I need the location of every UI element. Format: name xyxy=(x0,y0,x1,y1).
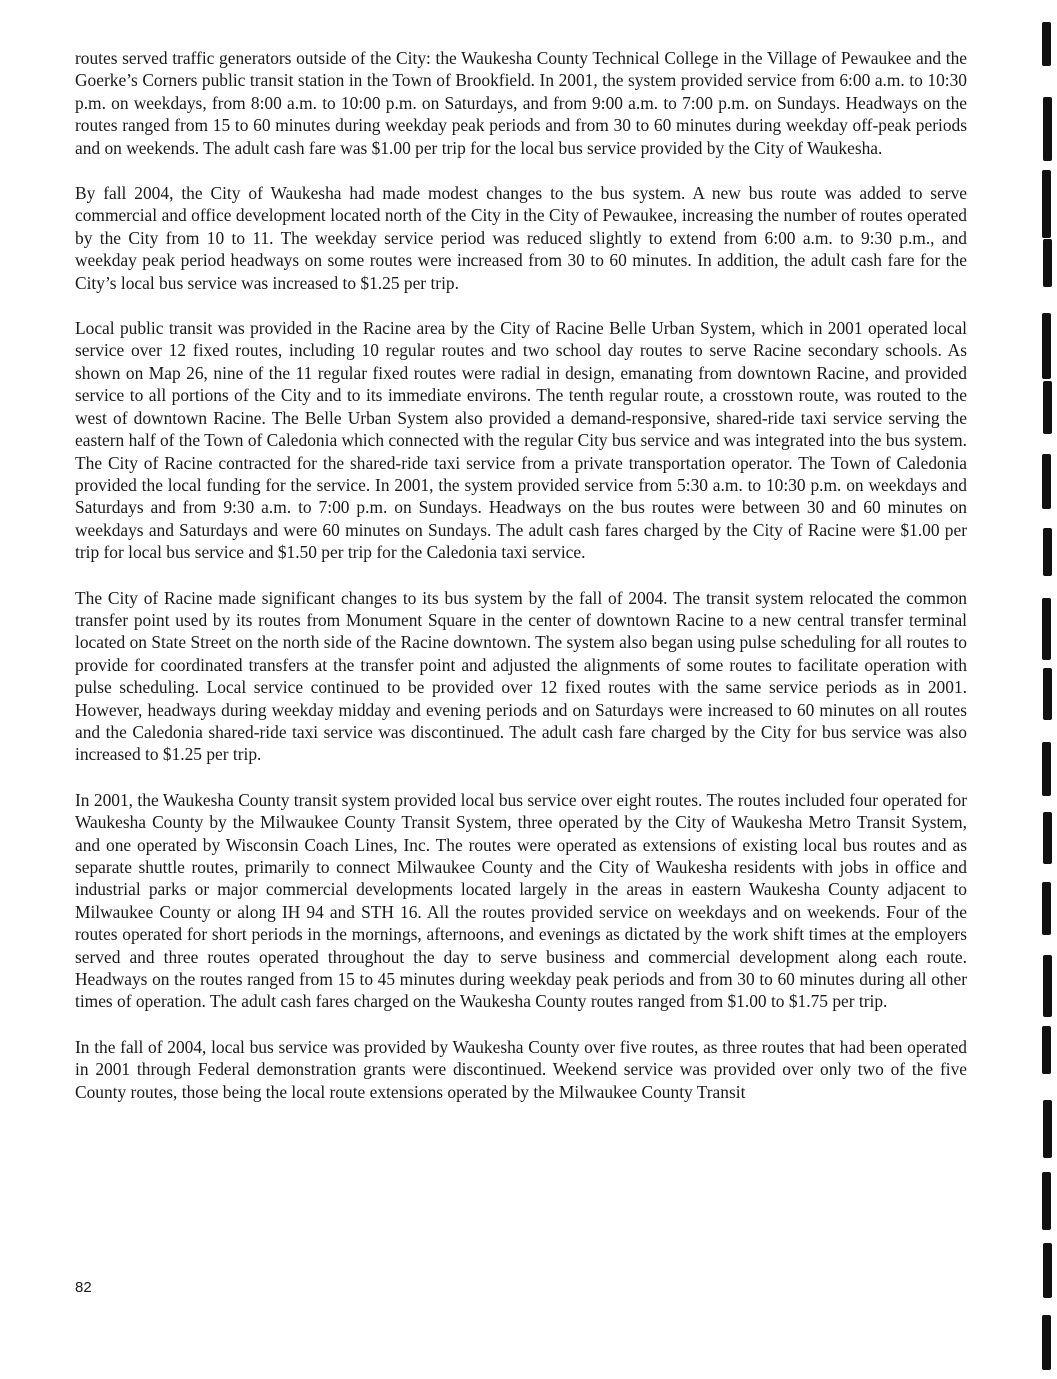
scan-edge-mark xyxy=(1043,381,1052,434)
scan-edge-marks xyxy=(1038,0,1057,1379)
scan-edge-mark xyxy=(1043,955,1052,1017)
scan-edge-mark xyxy=(1042,882,1051,935)
scan-edge-mark xyxy=(1043,1100,1052,1158)
scan-edge-mark xyxy=(1042,313,1051,379)
body-text xyxy=(75,47,967,1126)
scan-edge-mark xyxy=(1043,812,1052,864)
scan-edge-mark xyxy=(1043,528,1052,576)
scan-edge-mark xyxy=(1042,742,1051,796)
paragraph-racine-2004: The City of Racine made significant changes to its bus system by the fall of 2004. The transit system relocated the common transfer point used by its routes from Monument Square in the center of downtown Racine to a new central transfer terminal located on State Street on the north side of the Racine downtown. The system also began using pulse scheduling for all routes to provide for coordinated transfers at the transfer point and adjusted the alignments of some routes to facilitate operation with pulse scheduling. Local service continued to be provided over 12 fixed routes with the same service periods as in 2001. However, headways during weekday midday and evening periods and on Saturdays were increased to 60 minutes on all routes and the Caledonia shared-ride taxi service was discontinued. The adult cash fare charged by the City for bus service was also increased to $1.25 per trip. xyxy=(75,587,967,765)
scan-edge-mark xyxy=(1043,668,1052,720)
scan-edge-mark xyxy=(1042,1026,1051,1074)
scan-edge-mark xyxy=(1043,239,1052,287)
paragraph-waukesha-county-2004: In the fall of 2004, local bus service was provided by Waukesha County over five routes, as three routes that had been operated in 2001 through Federal demonstration grants were discontinued. Weekend service was provided over only two of the five County routes, those being the local route extensions operated by the Milwaukee County Transit xyxy=(75,1036,967,1102)
scan-edge-mark xyxy=(1043,97,1052,161)
scan-edge-mark xyxy=(1042,1172,1051,1230)
scan-edge-mark xyxy=(1042,454,1051,509)
paragraph-waukesha-county-2001: In 2001, the Waukesha County transit system provided local bus service over eight routes. The routes included four operated for Waukesha County by the Milwaukee County Transit System, three operated by the City of Waukesha Metro Transit System, and one operated by Wisconsin Coach Lines, Inc. The routes were operated as extensions of existing local bus routes and as separate shuttle routes, primarily to connect Milwaukee County and the City of Waukesha residents with jobs in office and industrial parks or major commercial developments located largely in the areas in eastern Waukesha County adjacent to Milwaukee County or along IH 94 and STH 16. All the routes provided service on weekdays and on weekends. Four of the routes operated for short periods in the mornings, afternoons, and evenings as dictated by the work shift times at the employers served and three routes operated throughout the day to serve business and commercial development along each route. Headways on the routes ranged from 15 to 45 minutes during weekday peak periods and from 30 to 60 minutes during all other times of operation. The adult cash fares charged on the Waukesha County routes ranged from $1.00 to $1.75 per trip. xyxy=(75,789,967,1012)
scan-edge-mark xyxy=(1042,1315,1051,1370)
paragraph-waukesha-city-2001: routes served traffic generators outside of the City: the Waukesha County Technical College in the Village of Pewaukee and the Goerke’s Corners public transit station in the Town of Brookfield. In 2001, the system provided service from 6:00 a.m. to 10:30 p.m. on weekdays, from 8:00 a.m. to 10:00 p.m. on Saturdays, and from 9:00 a.m. to 7:00 p.m. on Sundays. Headways on the routes ranged from 15 to 60 minutes during weekday peak periods and from 30 to 60 minutes during weekday off-peak periods and on weekends. The adult cash fare was $1.00 per trip for the local bus service provided by the City of Waukesha. xyxy=(75,48,967,158)
scan-edge-mark xyxy=(1042,170,1051,238)
scan-edge-mark xyxy=(1042,598,1051,660)
scan-edge-mark xyxy=(1043,1243,1052,1298)
paragraph-racine-2001: Local public transit was provided in the Racine area by the City of Racine Belle Urban System, which in 2001 operated local service over 12 fixed routes, including 10 regular routes and two school day routes to serve Racine secondary schools. As shown on Map 26, nine of the 11 regular fixed routes were radial in design, emanating from downtown Racine, and provided service to all portions of the City and to its immediate environs. The tenth regular route, a crosstown route, was routed to the west of downtown Racine. The Belle Urban System also provided a demand-responsive, shared-ride taxi service serving the eastern half of the Town of Caledonia which connected with the regular City bus service and was integrated into the bus system. The City of Racine contracted for the shared-ride taxi service from a private transportation operator. The Town of Caledonia provided the local funding for the service. In 2001, the system provided service from 5:30 a.m. to 10:30 p.m. on weekdays and Saturdays and from 9:30 a.m. to 7:00 p.m. on Sundays. Headways on the bus routes were between 30 and 60 minutes on weekdays and Saturdays and were 60 minutes on Sundays. The adult cash fares charged by the City of Racine were $1.00 per trip for local bus service and $1.50 per trip for the Caledonia taxi service. xyxy=(75,318,967,563)
scan-edge-mark xyxy=(1042,22,1051,66)
paragraph-waukesha-city-2004: By fall 2004, the City of Waukesha had made modest changes to the bus system. A new bus route was added to serve commercial and office development located north of the City in the City of Pewaukee, increasing the number of routes operated by the City from 10 to 11. The weekday service period was reduced slightly to extend from 6:00 a.m. to 9:30 p.m., and weekday peak period headways on some routes were increased from 30 to 60 minutes. In addition, the adult cash fare for the City’s local bus service was increased to $1.25 per trip. xyxy=(75,183,967,293)
page-number: 82 xyxy=(75,1279,92,1296)
